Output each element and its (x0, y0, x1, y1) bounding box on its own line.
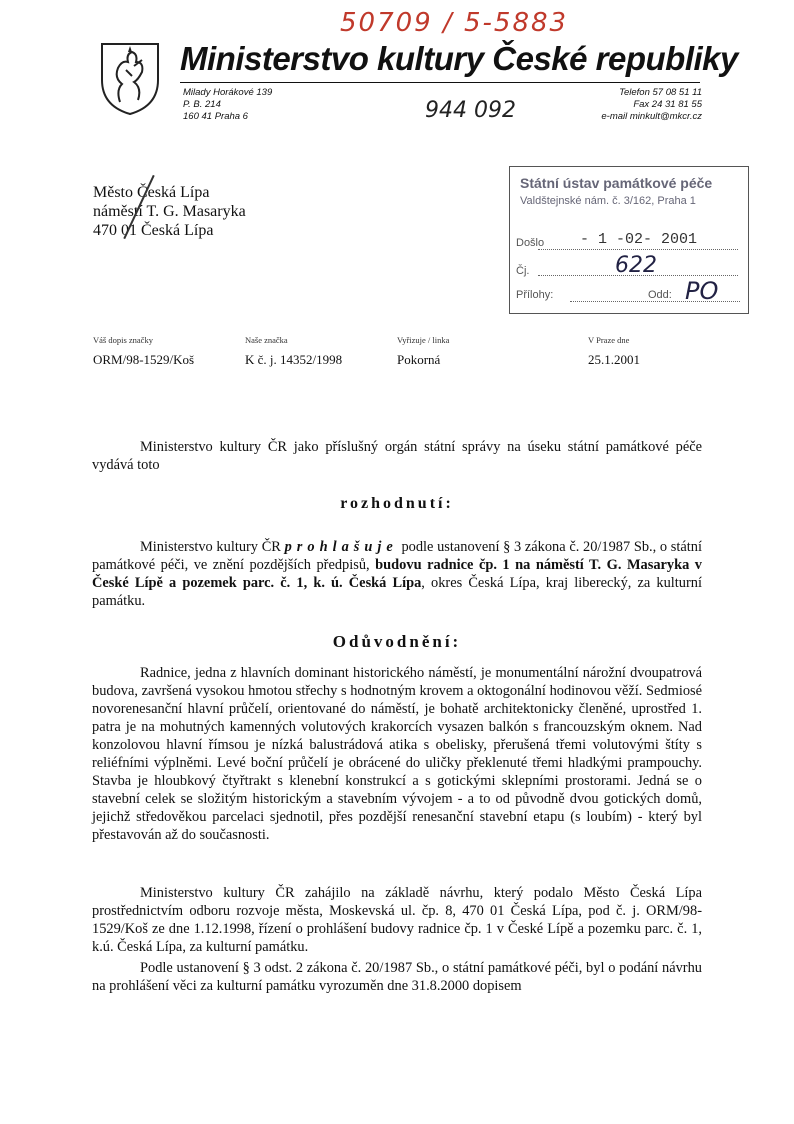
recipient-line: Město Česká Lípa (93, 184, 210, 201)
stamp-line (570, 301, 740, 302)
handwritten-number: 944 092 (425, 98, 516, 123)
address-line: 160 41 Praha 6 (183, 111, 248, 122)
stamp-org: Státní ústav památkové péče (520, 175, 713, 191)
phone: Telefon 57 08 51 11 (619, 87, 702, 98)
header-divider (180, 82, 700, 83)
stamp-line (538, 249, 738, 250)
received-stamp (509, 166, 749, 314)
reasoning-heading: Odůvodnění: (332, 632, 462, 651)
reasoning-paragraph-1: Radnice, jedna z hlavních dominant historického náměstí, je monumentální nárožní dvoupatrová budova, završená vysokou hmotou střechy s hodnotným krovem a oktogonální hodinovou věží. Sedmiosé novorenesanční hlavní průčelí, orientované do náměstí, je bohatě architektonicky členěné, uprostřed 1. patra je na mohutných kamenných volutových krakorcích vysazen balkón s francouzským oknem. Nad konzolovou hlavní římsou je nízká balustrádová atika s obelisky, přerušená třemi volutovými štíty s reliéfními výplněmi. Levé boční průčelí je obrácené do uličky překlenuté třemi hladkými prampouchy. Stavba je hloubkový čtyřtrakt s klenební konstrukcí a s gotickými sklepními prostorami. Jedná se o stavební celek se složitým historickým a stavebním vývojem - a to od původně dvou gotických domů, jejichž středověkou parcelaci sjednotil, přes pozdější renesanční stavební etapu (s loubím) - který byl přestavován až do současnosti. (92, 665, 702, 843)
stamp-dept-label: Odd: (648, 289, 672, 301)
ministry-address (183, 87, 272, 123)
stamp-attach-label: Přílohy: (516, 289, 554, 301)
stamp-received-date: - 1 -02- 2001 (580, 231, 698, 248)
decision-legal-basis: podle ustanovení § 3 zákona č. 20/1987 Sb., o státní památkové péči, ve znění pozdějších předpisů, (92, 539, 702, 573)
meta-label-handled-by: Vyřizuje / linka (397, 335, 450, 345)
stamp-line (538, 275, 738, 276)
decision-heading: rozhodnutí: (340, 495, 454, 512)
decision-object: budovu radnice čp. 1 na náměstí T. G. Masaryka v České Lípě a pozemek parc. č. 1, k. ú. Česká Lípa (92, 557, 702, 591)
meta-label-our-ref: Naše značka (245, 335, 288, 345)
decision-paragraph (92, 538, 702, 610)
decision-verb: prohlašuje (284, 539, 398, 555)
handwritten-reference: 50709 / 5-5883 (340, 8, 569, 38)
reasoning-paragraph-2: Ministerstvo kultury ČR zahájilo na základě návrhu, který podalo Město Česká Lípa prostřednictvím odboru rozvoje města, Moskevská ul. čp. 8, 470 01 Česká Lípa, pod č. j. ORM/98-1529/Koš ze dne 1.12.1998, řízení o prohlášení budovy radnice čp. 1 v České Lípě a pozemku parc. č. 1, k.ú. Česká Lípa, za kulturní památku. (92, 885, 702, 955)
ministry-title: Ministerstvo kultury České republiky (180, 40, 738, 77)
decision-tail: , okres Česká Lípa, kraj liberecký, za kulturní památku. (92, 575, 702, 609)
stamp-ref-value: 622 (615, 253, 657, 278)
meta-value-your-ref: ORM/98-1529/Koš (93, 352, 195, 367)
ministry-contacts (520, 87, 702, 123)
meta-value-our-ref: K č. j. 14352/1998 (245, 352, 343, 367)
stamp-received-label: Došlo (516, 237, 545, 249)
stamp-address: Valdštejnské nám. č. 3/162, Praha 1 (520, 195, 696, 207)
meta-value-handled-by: Pokorná (397, 352, 441, 367)
stamp-ref-label: Čj. (516, 265, 530, 277)
meta-label-date: V Praze dne (588, 335, 630, 345)
meta-label-your-ref: Váš dopis značky (93, 335, 153, 345)
recipient-line: 470 01 Česká Lípa (93, 222, 214, 239)
intro-paragraph: Ministerstvo kultury ČR jako příslušný orgán státní správy na úseku státní památkové péče vydává toto (92, 439, 702, 473)
recipient-line: náměstí T. G. Masaryka (93, 203, 246, 220)
reasoning-paragraph-3: Podle ustanovení § 3 odst. 2 zákona č. 20/1987 Sb., o státní památkové péči, byl o podání návrhu na prohlášení věci za kulturní památku vyrozuměn dne 31.8.2000 dopisem (92, 960, 702, 994)
email: e-mail minkult@mkcr.cz (601, 111, 702, 122)
stamp-dept-value: PO (685, 277, 719, 305)
coat-of-arms-icon (98, 40, 162, 116)
recipient-address (93, 183, 246, 240)
decision-subject: Ministerstvo kultury ČR (140, 539, 281, 555)
meta-value-date: 25.1.2001 (588, 352, 640, 367)
address-line: Milady Horákové 139 (183, 87, 273, 98)
address-line: P. B. 214 (183, 99, 221, 110)
fax: Fax 24 31 81 55 (633, 99, 702, 110)
